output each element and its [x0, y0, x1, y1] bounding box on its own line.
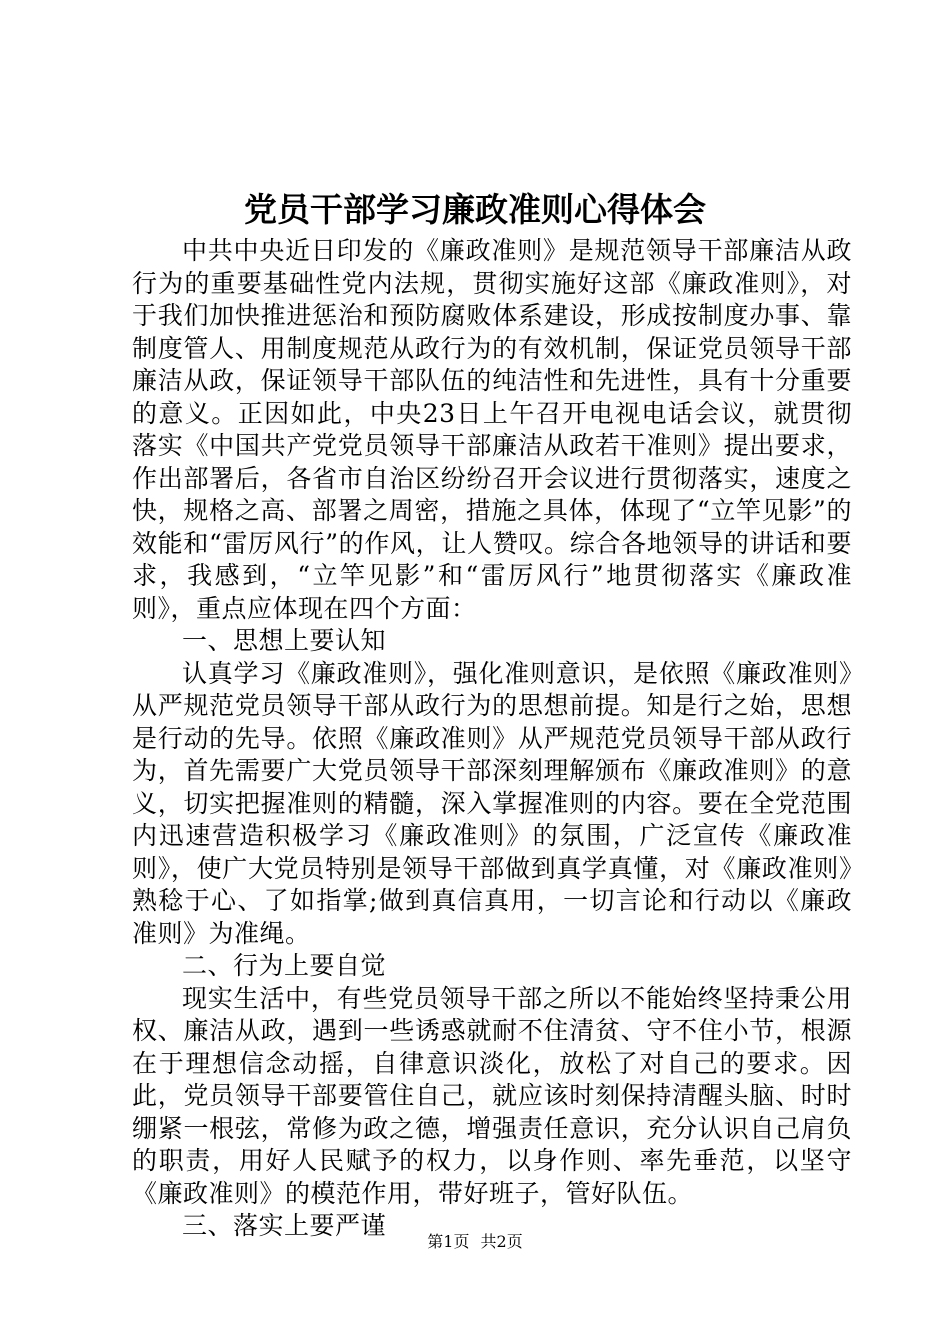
paragraph-section-2: 现实生活中，有些党员领导干部之所以不能始终坚持秉公用权、廉洁从政，遇到一些诱惑就耐不住清贫、守不住小节，根源在于理想信念动摇，自律意识淡化，放松了对自己的要求。因此，党员领导干部要管住自己，就应该时刻保持清醒头脑、时时绷紧一根弦，常修为政之德，增强责任意识，充分认识自己肩负的职责，用好人民赋予的权力，以身作则、率先垂范，以坚守《廉政准则》的模范作用，带好班子，管好队伍。: [132, 983, 852, 1208]
paragraph-section-1: 认真学习《廉政准则》，强化准则意识，是依照《廉政准则》从严规范党员领导干部从政行为的思想前提。知是行之始，思想是行动的先导。依照《廉政准则》从严规范党员领导干部从政行为，首先需要广大党员领导干部深刻理解颁布《廉政准则》的意义，切实把握准则的精髓，深入掌握准则的内容。要在全党范围内迅速营造积极学习《廉政准则》的氛围，广泛宣传《廉政准则》，使广大党员特别是领导干部做到真学真懂，对《廉政准则》熟稔于心、了如指掌;做到真信真用，一切言论和行动以《廉政准则》为准绳。: [132, 658, 852, 948]
page-number: 第1页: [427, 1232, 470, 1251]
paragraph-intro: 中共中央近日印发的《廉政准则》是规范领导干部廉洁从政行为的重要基础性党内法规，贯彻实施好这部《廉政准则》，对于我们加快推进惩治和预防腐败体系建设，形成按制度办事、靠制度管人、用制度规范从政行为的有效机制，保证党员领导干部廉洁从政，保证领导干部队伍的纯洁性和先进性，具有十分重要的意义。正因如此，中央23日上午召开电视电话会议，就贯彻落实《中国共产党党员领导干部廉洁从政若干准则》提出要求，作出部署后，各省市自治区纷纷召开会议进行贯彻落实，速度之快，规格之高、部署之周密，措施之具体，体现了“立竿见影”的效能和“雷厉风行”的作风，让人赞叹。综合各地领导的讲话和要求，我感到，“立竿见影”和“雷厉风行”地贯彻落实《廉政准则》，重点应体现在四个方面：: [132, 236, 852, 623]
document-body: [132, 235, 852, 1243]
section-heading-1: 一、思想上要认知: [182, 626, 387, 655]
section-heading-3: 三、落实上要严谨: [182, 1211, 387, 1240]
document-title: 党员干部学习廉政准则心得体会: [244, 190, 706, 229]
page-total: 共2页: [480, 1232, 523, 1251]
section-heading-2: 二、行为上要自觉: [182, 951, 387, 980]
page-footer: [0, 1230, 950, 1254]
